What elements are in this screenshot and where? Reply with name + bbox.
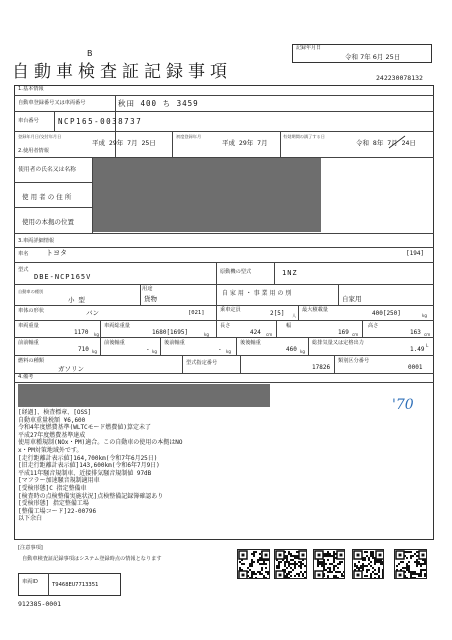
use-label: 用途 xyxy=(142,286,153,292)
note-line: 平成27年度燃費基準達成 xyxy=(18,431,86,439)
print-number: 912385-0001 xyxy=(18,600,62,608)
maker: トヨタ xyxy=(46,249,67,257)
displacement-label: 総排気量又は定格出力 xyxy=(312,340,364,346)
qr-code-5-icon xyxy=(394,549,427,579)
width-unit: cm xyxy=(352,332,359,337)
vehicle-id: T9468EU7713351 xyxy=(52,582,99,588)
qr-code-4-icon xyxy=(352,549,384,579)
note-line: 令和4年度燃費基準(WLTCモード燃費値)算定未了 xyxy=(18,424,152,432)
reg-number-label: 自動車登録番号又は車両番号 xyxy=(18,100,86,106)
page-title: 自動車検査証記録事項 xyxy=(12,62,232,82)
rear-front-axle: - xyxy=(218,346,222,353)
reg-number: 秋田 400 ち 3459 xyxy=(118,99,199,108)
record-date: 令和 7年 6月 25日 xyxy=(345,53,401,61)
front-front-axle-unit: kg xyxy=(92,349,98,354)
max-load-label: 最大積載量 xyxy=(302,307,328,313)
width: 169 xyxy=(338,329,349,336)
max-load: 400[250] xyxy=(372,310,401,317)
height-unit: cm xyxy=(424,332,431,337)
record-date-label: 記録年月日 xyxy=(296,45,322,51)
length-unit: cm xyxy=(266,332,273,337)
rear-rear-axle-label: 後後軸重 xyxy=(240,340,261,346)
chassis-number: NCP165-0038737 xyxy=(58,117,143,126)
displacement-unit: L xyxy=(426,343,429,348)
document-number: 242230078132 xyxy=(376,74,423,82)
business: 自家用 xyxy=(342,295,362,303)
notice-text: 自動車検査証記録事項はシステム登録時点の情報となります xyxy=(22,556,162,562)
note-line: [整備工場コード]22-00796 xyxy=(18,507,97,515)
rear-rear-axle: 460 xyxy=(286,346,297,353)
note-line: 使用車種規制(NOx・PM)適合。この自動車の使用の本拠はNO xyxy=(18,439,183,447)
first-year-label: 初度登録年月 xyxy=(176,134,202,139)
front-rear-axle-label: 前後軸重 xyxy=(104,340,125,346)
gross-label: 車両総重量 xyxy=(104,323,130,329)
maker-code: [194] xyxy=(406,250,425,257)
first-reg-value: 平成 29年 7月 25日 xyxy=(92,139,156,147)
rear-front-axle-unit: kg xyxy=(226,349,232,354)
fuel-label: 燃料の種類 xyxy=(18,358,44,364)
business-label: 自 家 用 ・ 事 業 用 の 別 xyxy=(222,290,292,297)
section-vehicle-title: 3.車両詳細情報 xyxy=(18,238,55,244)
shape: バン xyxy=(86,309,99,317)
note-line: [受検形態]C 指定整備車 xyxy=(18,484,87,492)
width-label: 幅 xyxy=(286,323,292,329)
front-rear-axle: - xyxy=(146,346,150,353)
displacement: 1.49 xyxy=(410,346,425,353)
model: DBE-NCP165V xyxy=(34,273,92,281)
chassis-number-label: 車台番号 xyxy=(18,118,39,124)
maker-label: 車名 xyxy=(18,251,29,257)
form-mark: B xyxy=(87,49,93,58)
first-year-value: 平成 29年 7月 xyxy=(222,139,268,147)
note-line: [マフラー加速騒音規制適用車 xyxy=(18,477,100,485)
section-notes-title: 4.備考 xyxy=(18,374,34,380)
qr-code-2-icon xyxy=(274,549,307,579)
max-load-unit: kg xyxy=(422,313,428,318)
weight-label: 車両重量 xyxy=(18,323,39,329)
designation-label: 型式指定番号 xyxy=(186,360,218,366)
qr-code-3-icon xyxy=(313,549,345,579)
note-line: x・PM対策地域外です。 xyxy=(18,446,83,454)
note-line: [検査時の点検整備実施状況]点検整備記録簿確認あり xyxy=(18,492,164,500)
height: 163 xyxy=(410,329,421,336)
capacity: 2[5] xyxy=(270,310,285,317)
capacity-label: 乗車定員 xyxy=(220,307,241,313)
note-line: [経過]、検査標章、[OSS] xyxy=(18,409,92,416)
capacity-unit: 人 xyxy=(292,313,297,318)
kind: 小 型 xyxy=(68,296,85,304)
notes-list xyxy=(18,409,318,523)
base-location-label: 使用の本拠の位置 xyxy=(22,218,74,226)
expiry-value: 令和 8年 7月 24日 xyxy=(356,139,416,147)
note-line: 平成11年騒音規制車、近接排気騒音規制値 97dB xyxy=(18,469,152,477)
first-reg-label: 登録年月日/交付年月日 xyxy=(18,134,62,139)
designation: 17826 xyxy=(312,364,331,371)
vehicle-id-label: 車両ID xyxy=(22,579,38,585)
user-name-label: 使用者の氏名又は名称 xyxy=(18,167,76,173)
engine-label: 原動機の型式 xyxy=(220,269,252,275)
weight: 1170 xyxy=(74,329,89,336)
note-line: 自動車重量税額 ¥6,600 xyxy=(18,416,86,424)
front-rear-axle-unit: kg xyxy=(152,349,158,354)
height-label: 高さ xyxy=(368,323,379,329)
user-name-redacted xyxy=(93,158,321,232)
model-label: 型式 xyxy=(18,267,29,273)
rear-front-axle-label: 後前軸重 xyxy=(164,340,185,346)
shape-label: 車体の形状 xyxy=(18,308,44,314)
length-label: 長さ xyxy=(220,323,231,329)
engine: 1NZ xyxy=(282,269,298,277)
front-front-axle-label: 前前軸重 xyxy=(18,340,39,346)
kind-label: 自動車の種別 xyxy=(18,289,44,294)
gross: 1680[1695] xyxy=(152,329,189,336)
weight-unit: kg xyxy=(94,332,100,337)
notice-title: [注意事項] xyxy=(18,545,43,551)
note-line: [受検形態] 指定整備工場 xyxy=(18,500,89,508)
notes-redacted xyxy=(18,384,270,407)
expiry-label: 有効期間の満了する日 xyxy=(283,134,325,139)
section-basic-title: 1.基本情報 xyxy=(18,86,44,92)
category-label: 類別区分番号 xyxy=(338,358,370,364)
handwritten-note: '70 xyxy=(392,397,414,413)
length: 424 xyxy=(250,329,261,336)
note-line: [走行距離計表示値]164,700km(令和7年6月25日) xyxy=(18,454,158,462)
gross-unit: kg xyxy=(204,332,210,337)
expiry-strike-mark xyxy=(388,134,406,150)
category: 0001 xyxy=(408,364,423,371)
note-line: [旧走行距離計表示値]143,600km(令和6年7月9日) xyxy=(18,462,160,470)
note-line: 以下余白 xyxy=(18,515,43,523)
section-user-title: 2.使用者情報 xyxy=(18,148,49,154)
qr-code-1-icon xyxy=(237,549,270,579)
rear-rear-axle-unit: kg xyxy=(300,349,306,354)
shape-code: [021] xyxy=(188,310,205,316)
user-address-label: 使 用 者 の 住 所 xyxy=(22,193,72,201)
fuel: ガソリン xyxy=(58,365,84,373)
use: 貨物 xyxy=(144,295,157,303)
front-front-axle: 710 xyxy=(78,346,89,353)
